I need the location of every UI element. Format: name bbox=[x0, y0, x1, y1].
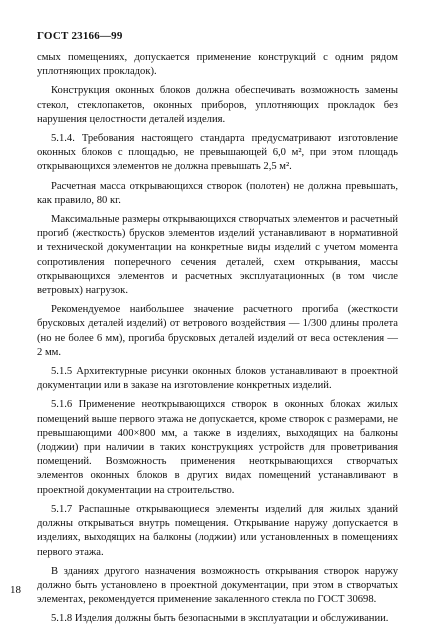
paragraph-other-buildings: В зданиях другого назначения возможность открывания створок наружу должно быть установлено в проектной документации, при этом в створчатых элементах, рекомендуется применение закаленного стекла по ГОСТ 30698. bbox=[37, 565, 398, 606]
paragraph-window-construction: Конструкция оконных блоков должна обеспечивать возможность замены стекол, стеклопакетов, оконных приборов, уплотняющих прокладок без нарушения целостности деталей изделия. bbox=[37, 85, 398, 125]
paragraph-5-1-7: 5.1.7 Распашные открывающиеся элементы изделий для жилых зданий должны открываться внутрь помещения. Открывание наружу допускается в изделиях, выходящих на балконы (лоджии) или установленных в помещениях первого этажа. bbox=[37, 503, 398, 558]
paragraph-5-1-5: 5.1.5 Архитектурные рисунки оконных блоков устанавливают в проектной документации или в заказе на изготовление конкретных изделий. bbox=[37, 366, 398, 392]
paragraph-5-1-8: 5.1.8 Изделия должны быть безопасными в эксплуатации и обслуживании. bbox=[51, 613, 389, 625]
paragraph-sash-mass: Расчетная масса открывающихся створок (полотен) не должна превышать, как правило, 80 кг. bbox=[37, 180, 398, 206]
paragraph-continuation: смых помещениях, допускается применение конструкций с одним рядом уплотняющих прокладок). bbox=[37, 52, 398, 78]
body-text bbox=[37, 51, 398, 627]
page-number: 18 bbox=[10, 584, 21, 596]
paragraph-deflection: Рекомендуемое наибольшее значение расчетного прогиба (жесткости брусковых деталей изделий) от ветрового воздействия — 1/300 длины пролета (но не более 6 мм), прогиба брусковых деталей изделий от веса остекления — 2 мм. bbox=[37, 304, 398, 358]
paragraph-max-dimensions: Максимальные размеры открывающихся створчатых элементов и расчетный прогиб (жесткость) брусков элементов изделий устанавливают в нормативной и технической документации на конкретные виды изделий с учетом момента сопротивления поперечного сечения деталей, схем открывания, массы открывающихся элементов и расчетных эксплуатационных (в том числе ветровых) нагрузок. bbox=[37, 214, 398, 297]
paragraph-5-1-4: 5.1.4. Требования настоящего стандарта предусматривают изготовление оконных блоков с площадью, не превышающей 6,0 м², при этом площадь открывающихся элементов не должна превышать 2,5 м². bbox=[37, 133, 398, 173]
document-header: ГОСТ 23166—99 bbox=[37, 30, 123, 42]
paragraph-5-1-6: 5.1.6 Применение неоткрывающихся створок в оконных блоках жилых помещений выше первого этажа не допускается, кроме створок с размерами, не превышающими 400×800 мм, а также в изделиях, выходящих на балконы (лоджии) при наличии в таких конструкциях устройств для проветривания помещений. Возможность применения неоткрывающихся створчатых элементов оконных блоков в других видах помещений устанавливают в проектной документации на строительство. bbox=[37, 399, 398, 496]
